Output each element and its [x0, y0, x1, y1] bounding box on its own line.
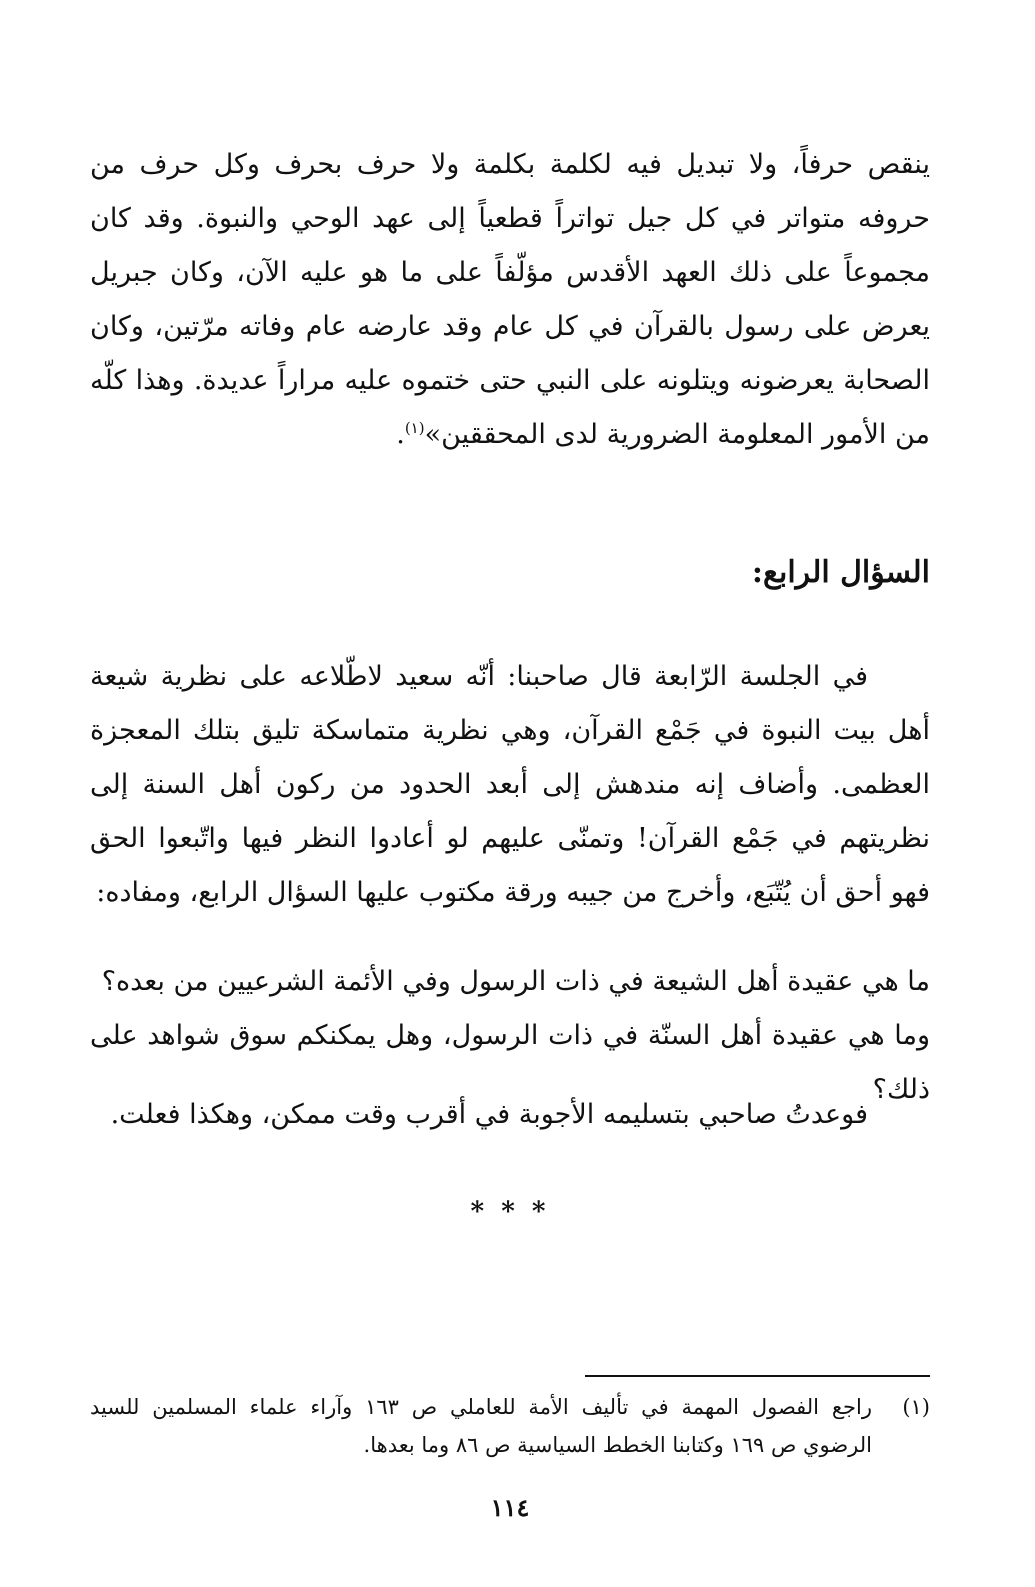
footnote [90, 1388, 930, 1464]
document-page [90, 0, 930, 1587]
footnote-reference: (١) [404, 419, 425, 437]
footnote-number: (١) [902, 1395, 930, 1419]
section-heading: السؤال الرابع: [751, 555, 930, 590]
question-line-2: وما هي عقيدة أهل السنّة في ذات الرسول، وهل يمكنكم سوق شواهد على ذلك؟ [90, 1020, 930, 1105]
closing-paragraph: فوعدتُ صاحبي بتسليمه الأجوبة في أقرب وقت ممكن، وهكذا فعلت. [110, 1099, 868, 1130]
question-line-1: ما هي عقيدة أهل الشيعة في ذات الرسول وفي الأئمة الشرعيين من بعده؟ [101, 966, 930, 997]
body-paragraph-2: في الجلسة الرّابعة قال صاحبنا: أنّه سعيد لاطّلاعه على نظرية شيعة أهل بيت النبوة في جَمْع القرآن، وهي نظرية متماسكة تليق بتلك المعجزة العظمى. وأضاف إنه مندهش إلى أبعد الحدود من ركون أهل السنة إلى نظريتهم في جَمْع القرآن! وتمنّى عليهم لو أعادوا النظر فيها واتّبعوا الحق فهو أحق أن يُتّبَع، وأخرج من جيبه ورقة مكتوب عليها السؤال الرابع، ومفاده: [90, 661, 930, 908]
footnote-divider [585, 1375, 930, 1377]
paragraph-1-end: . [396, 419, 405, 450]
footnote-text: راجع الفصول المهمة في تأليف الأمة للعاملي ص ١٦٣ وآراء علماء المسلمين للسيد الرضوي ص ١٦٩ وكتابنا الخطط السياسية ص ٨٦ وما بعدها. [90, 1395, 872, 1457]
section-separator: * * * [470, 1197, 550, 1227]
page-number: ١١٤ [490, 1493, 530, 1522]
paragraph-1-text: ينقص حرفاً، ولا تبديل فيه لكلمة بكلمة ولا حرف بحرف وكل حرف من حروفه متواتر في كل جيل تواتراً قطعياً إلى عهد الوحي والنبوة. وقد كان مجموعاً على ذلك العهد الأقدس مؤلّفاً على ما هو عليه الآن، وكان جبريل يعرض على رسول بالقرآن في كل عام وقد عارضه عام وفاته مرّتين، وكان الصحابة يعرضونه ويتلونه على النبي حتى ختموه عليه مراراً عديدة. وهذا كلّه من الأمور المعلومة الضرورية لدى المحققين» [90, 149, 930, 450]
body-paragraph-1 [90, 138, 930, 462]
